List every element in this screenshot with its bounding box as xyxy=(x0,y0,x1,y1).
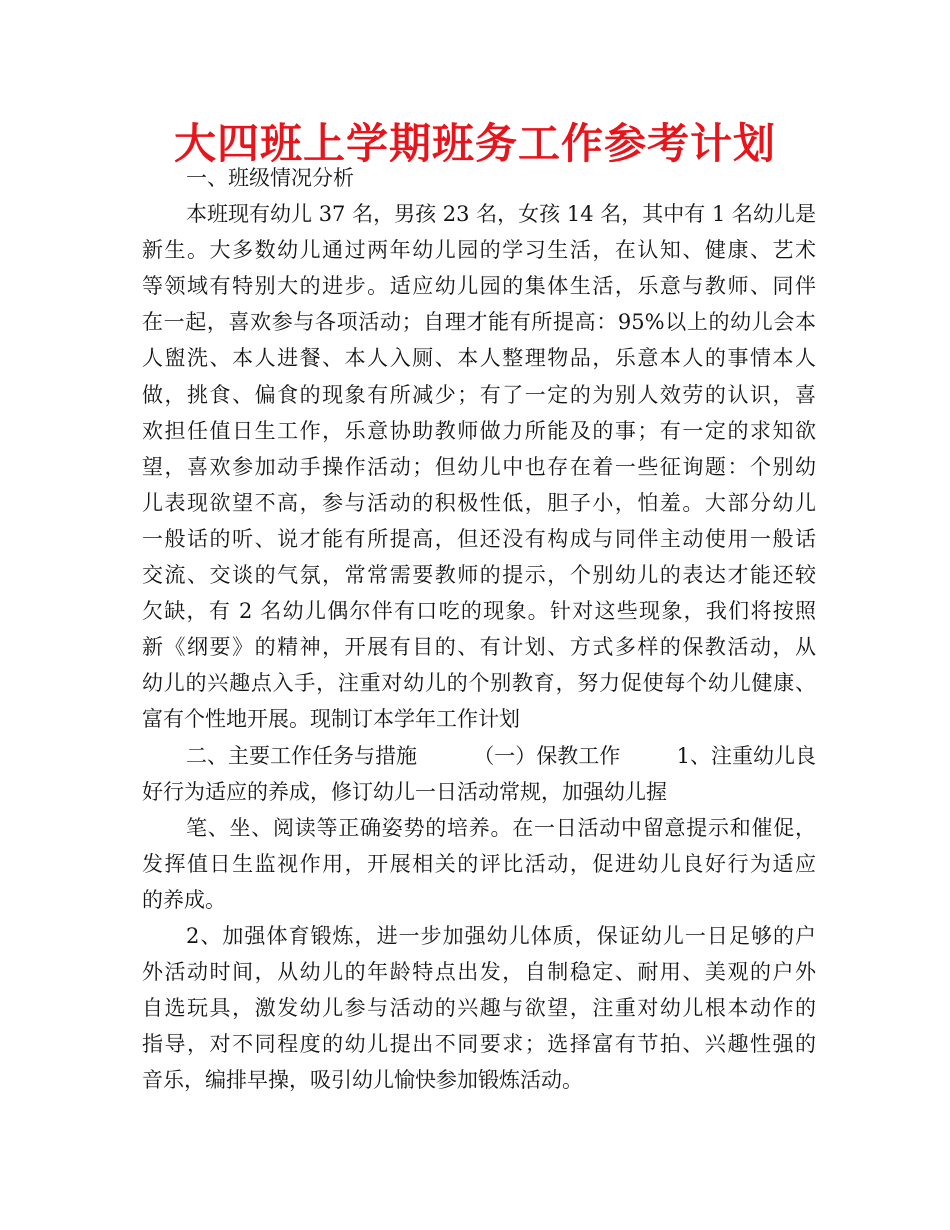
body-text-line: 交流、交谈的气氛，常常需要教师的提示，个别幼儿的表达才能还较 xyxy=(142,563,816,588)
body-text-line: 富有个性地开展。现制订本学年工作计划 xyxy=(142,707,520,732)
body-text-line: 儿表现欲望不高，参与活动的积极性低，胆子小，怕羞。大部分幼儿 xyxy=(142,490,816,515)
body-text-line: 笔、坐、阅读等正确姿势的培养。在一日活动中留意提示和催促， xyxy=(186,815,816,840)
body-text-line: 指导，对不同程度的幼儿提出不同要求；选择富有节拍、兴趣性强的 xyxy=(142,1032,816,1057)
body-text-line: 欠缺，有 2 名幼儿偶尔伴有口吃的现象。针对这些现象，我们将按照 xyxy=(142,599,816,624)
body-text-line: 望，喜欢参加动手操作活动；但幼儿中也存在着一些征询题：个别幼 xyxy=(142,454,816,479)
body-text-line: 欢担任值日生工作，乐意协助教师做力所能及的事；有一定的求知欲 xyxy=(142,418,816,443)
body-text-line: 一般话的听、说才能有所提高，但还没有构成与同伴主动使用一般话 xyxy=(142,526,816,551)
body-text-line: 人盥洗、本人进餐、本人入厕、本人整理物品，乐意本人的事情本人 xyxy=(142,346,816,371)
body-text-line: 自选玩具，激发幼儿参与活动的兴趣与欲望，注重对幼儿根本动作的 xyxy=(142,996,816,1021)
body-text-line: 好行为适应的养成，修订幼儿一日活动常规，加强幼儿握 xyxy=(142,779,667,804)
body-text-line: 新《纲要》的精神，开展有目的、有计划、方式多样的保教活动，从 xyxy=(142,635,816,660)
body-text-segment: 1、注重幼儿良 xyxy=(676,743,816,768)
body-text-line: 本班现有幼儿 37 名，男孩 23 名，女孩 14 名，其中有 1 名幼儿是 xyxy=(186,202,816,227)
body-text-line: 一、班级情况分析 xyxy=(186,166,354,190)
body-text-line: 发挥值日生监视作用，开展相关的评比活动，促进幼儿良好行为适应 xyxy=(142,851,816,876)
body-text-line: 音乐，编排早操，吸引幼儿愉快参加锻炼活动。 xyxy=(142,1068,583,1093)
body-text-line: 等领域有特别大的进步。适应幼儿园的集体生活，乐意与教师、同伴 xyxy=(142,274,816,299)
body-text-line: 外活动时间，从幼儿的年龄特点出发，自制稳定、耐用、美观的户外 xyxy=(142,960,816,985)
body-text-line: 做，挑食、偏食的现象有所减少；有了一定的为别人效劳的认识，喜 xyxy=(142,382,816,407)
body-text-segment: 二、主要工作任务与措施 xyxy=(186,743,417,768)
body-text-line: 的养成。 xyxy=(142,887,226,912)
body-text-line: 2、加强体育锻炼，进一步加强幼儿体质，保证幼儿一日足够的户 xyxy=(186,923,816,948)
body-text-line: 幼儿的兴趣点入手，注重对幼儿的个别教育，努力促使每个幼儿健康、 xyxy=(142,671,816,696)
document-title: 大四班上学期班务工作参考计划 xyxy=(173,119,776,168)
document-body xyxy=(142,160,816,1098)
body-text-line: 在一起，喜欢参与各项活动；自理才能有所提高：95%以上的幼儿会本 xyxy=(142,310,816,335)
body-text-line: 新生。大多数幼儿通过两年幼儿园的学习生活，在认知、健康、艺术 xyxy=(142,238,816,263)
body-text-line xyxy=(142,738,816,774)
body-text-segment: （一）保教工作 xyxy=(473,743,621,768)
